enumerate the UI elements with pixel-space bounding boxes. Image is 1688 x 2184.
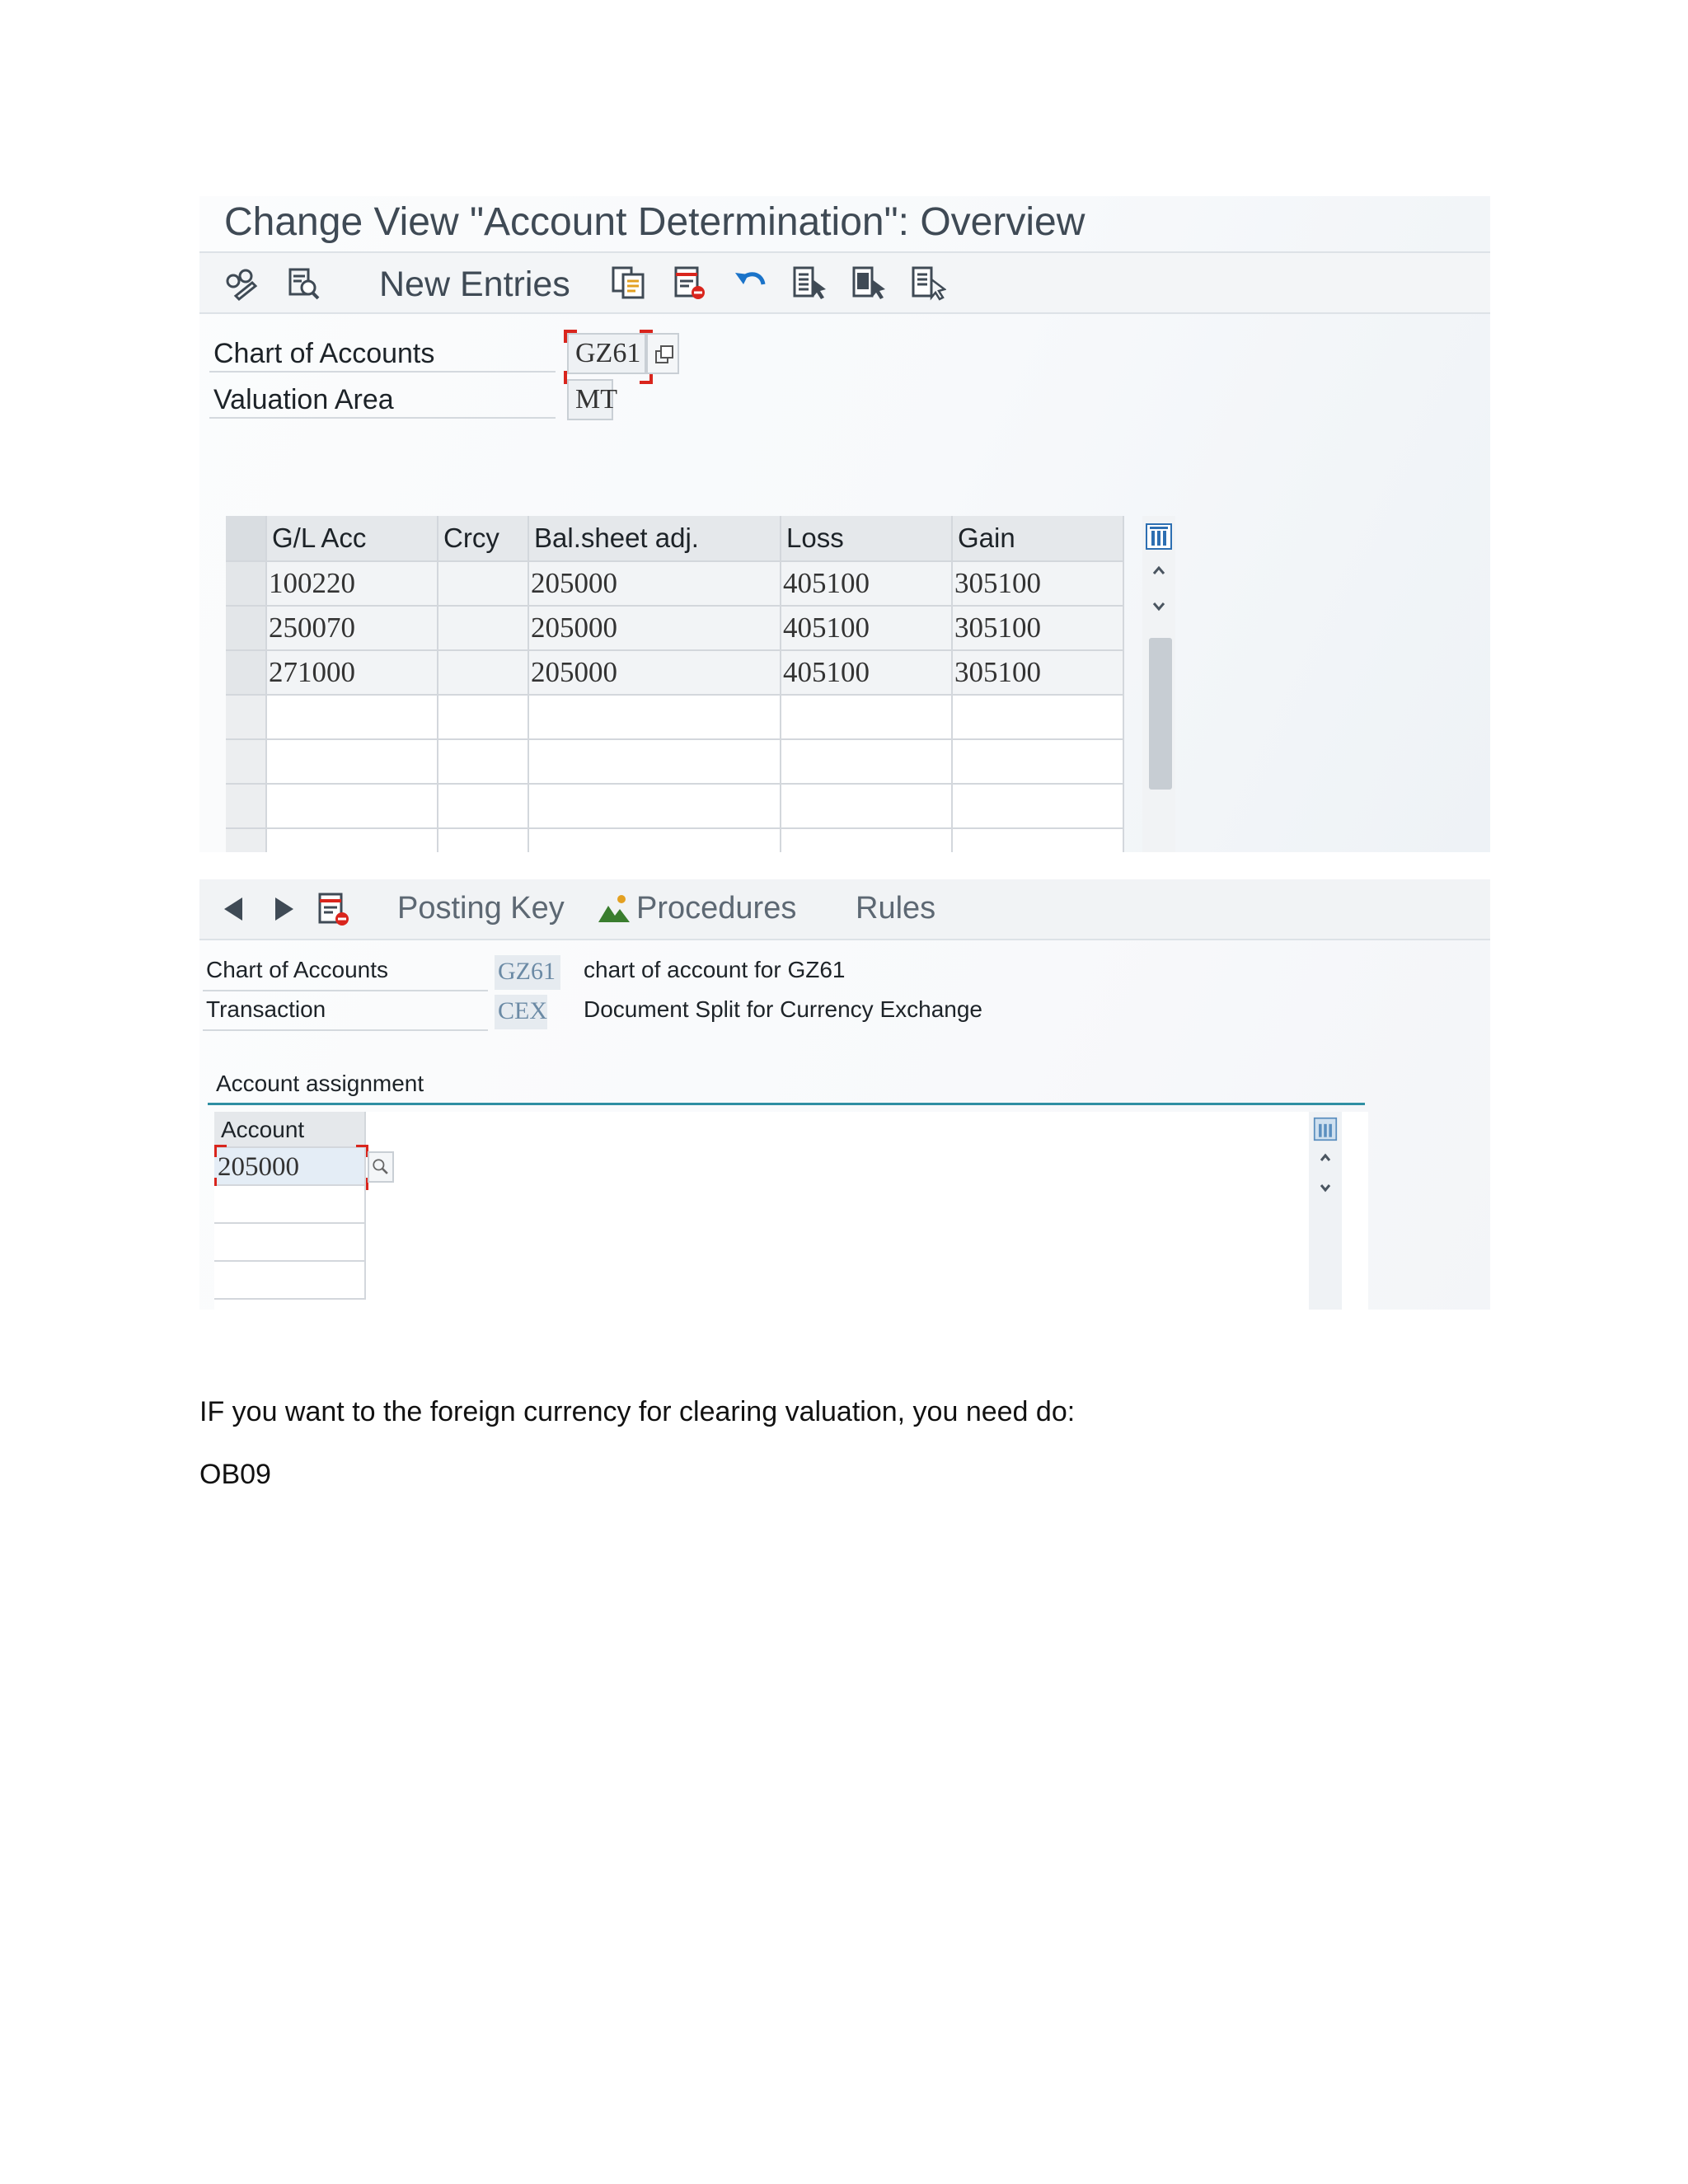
value-help-button[interactable] [646,333,679,374]
undo-icon[interactable] [732,265,768,301]
empty-cell[interactable] [438,696,529,740]
row-selector[interactable] [226,607,267,651]
valuation-area-label: Valuation Area [213,384,394,415]
empty-cell[interactable] [438,740,529,785]
column-header-gain[interactable]: Gain [953,516,1124,562]
empty-cell[interactable] [953,696,1124,740]
empty-cell[interactable] [267,829,438,852]
chart-of-accounts-label: Chart of Accounts [206,957,389,982]
next-icon[interactable] [269,894,298,924]
crcy-cell[interactable] [438,651,529,696]
empty-cell[interactable] [214,1186,366,1224]
column-header-loss[interactable]: Loss [781,516,953,562]
value-help-button[interactable] [368,1151,394,1183]
bal-sheet-adj-cell[interactable]: 205000 [529,651,781,696]
chart-of-accounts-value: GZ61 [495,955,560,990]
gl-acc-cell[interactable]: 271000 [267,651,438,696]
empty-cell[interactable] [781,740,953,785]
column-header-gl-acc[interactable]: G/L Acc [267,516,438,562]
empty-cell[interactable] [529,785,781,829]
column-header-account[interactable]: Account [214,1112,366,1148]
account-determination-screen [199,196,1490,852]
empty-cell[interactable] [781,785,953,829]
account-input[interactable]: 205000 [214,1148,366,1186]
empty-cell[interactable] [267,740,438,785]
section-divider [208,1103,1365,1105]
chart-of-accounts-input[interactable]: GZ61 [567,333,646,374]
scroll-up-icon[interactable] [1142,560,1175,582]
empty-cell[interactable] [953,785,1124,829]
rules-screen [199,879,1490,1310]
table-settings-icon[interactable] [1145,523,1173,551]
previous-icon[interactable] [219,894,249,924]
empty-cell[interactable] [529,829,781,852]
row-selector[interactable] [226,740,267,785]
bal-sheet-adj-cell[interactable]: 205000 [529,607,781,651]
empty-cell[interactable] [529,740,781,785]
bal-sheet-adj-cell[interactable]: 205000 [529,562,781,607]
delete-icon[interactable] [315,891,351,927]
copy-icon[interactable] [610,265,646,301]
focus-corner [356,1145,368,1157]
row-selector[interactable] [226,562,267,607]
empty-cell[interactable] [214,1262,366,1300]
gain-cell[interactable]: 305100 [953,562,1124,607]
column-header-bal-sheet-adj[interactable]: Bal.sheet adj. [529,516,781,562]
gain-cell[interactable]: 305100 [953,651,1124,696]
instruction-text: IF you want to the foreign currency for clearing valuation, you need do: [199,1396,1076,1427]
scroll-up-icon[interactable] [1309,1148,1342,1168]
empty-cell[interactable] [781,696,953,740]
deselect-all-icon[interactable] [910,265,946,301]
crcy-cell[interactable] [438,607,529,651]
scroll-down-icon[interactable] [1309,1178,1342,1197]
account-determination-table [226,516,1128,852]
value-help-icon [648,335,681,376]
search-icon [369,1153,392,1181]
gain-cell[interactable]: 305100 [953,607,1124,651]
select-all-rows-button[interactable] [226,516,267,562]
select-all-icon[interactable] [791,265,828,301]
empty-cell[interactable] [953,829,1124,852]
focus-corner [564,330,577,343]
select-block-icon[interactable] [851,265,887,301]
scroll-down-icon[interactable] [1142,595,1175,616]
loss-cell[interactable]: 405100 [781,562,953,607]
field-underline [209,417,556,419]
toolbar [199,879,1490,940]
delete-icon[interactable] [671,265,707,301]
chart-of-accounts-description: chart of account for GZ61 [584,957,846,982]
empty-cell[interactable] [953,740,1124,785]
gl-acc-cell[interactable]: 250070 [267,607,438,651]
procedures-button[interactable]: Procedures [636,891,797,926]
valuation-area-input[interactable]: MT [567,379,613,420]
field-underline [203,1029,488,1031]
procedures-icon [597,893,631,926]
row-selector[interactable] [226,829,267,852]
loss-cell[interactable]: 405100 [781,607,953,651]
loss-cell[interactable]: 405100 [781,651,953,696]
posting-key-button[interactable]: Posting Key [397,891,565,926]
empty-cell[interactable] [438,785,529,829]
focus-corner [214,1145,227,1157]
toolbar [199,253,1490,314]
empty-cell[interactable] [529,696,781,740]
scroll-thumb[interactable] [1149,638,1172,790]
field-underline [209,371,556,373]
new-entries-button[interactable]: New Entries [379,265,570,304]
column-header-crcy[interactable]: Crcy [438,516,529,562]
table-scrollbar[interactable] [1309,1112,1342,1310]
table-settings-icon[interactable] [1313,1117,1338,1141]
page-title: Change View "Account Determination": Overview [224,200,1085,244]
transaction-label: Transaction [206,996,326,1022]
chart-of-accounts-label: Chart of Accounts [213,338,435,369]
rules-button[interactable]: Rules [856,891,936,926]
field-underline [203,990,488,991]
empty-cell[interactable] [781,829,953,852]
empty-cell[interactable] [267,785,438,829]
account-assignment-table [214,1112,1368,1310]
row-selector[interactable] [226,785,267,829]
row-selector[interactable] [226,651,267,696]
table-scrollbar[interactable] [1142,516,1175,852]
row-selector[interactable] [226,696,267,740]
crcy-cell[interactable] [438,562,529,607]
account-assignment-title: Account assignment [216,1071,424,1096]
empty-cell[interactable] [214,1224,366,1262]
transaction-value: CEX [495,995,547,1029]
transaction-code-text: OB09 [199,1459,271,1490]
empty-cell[interactable] [267,696,438,740]
empty-cell[interactable] [438,829,529,852]
where-used-icon[interactable] [285,265,321,301]
transaction-description: Document Split for Currency Exchange [584,996,982,1022]
display-change-icon[interactable] [223,265,259,301]
gl-acc-cell[interactable]: 100220 [267,562,438,607]
